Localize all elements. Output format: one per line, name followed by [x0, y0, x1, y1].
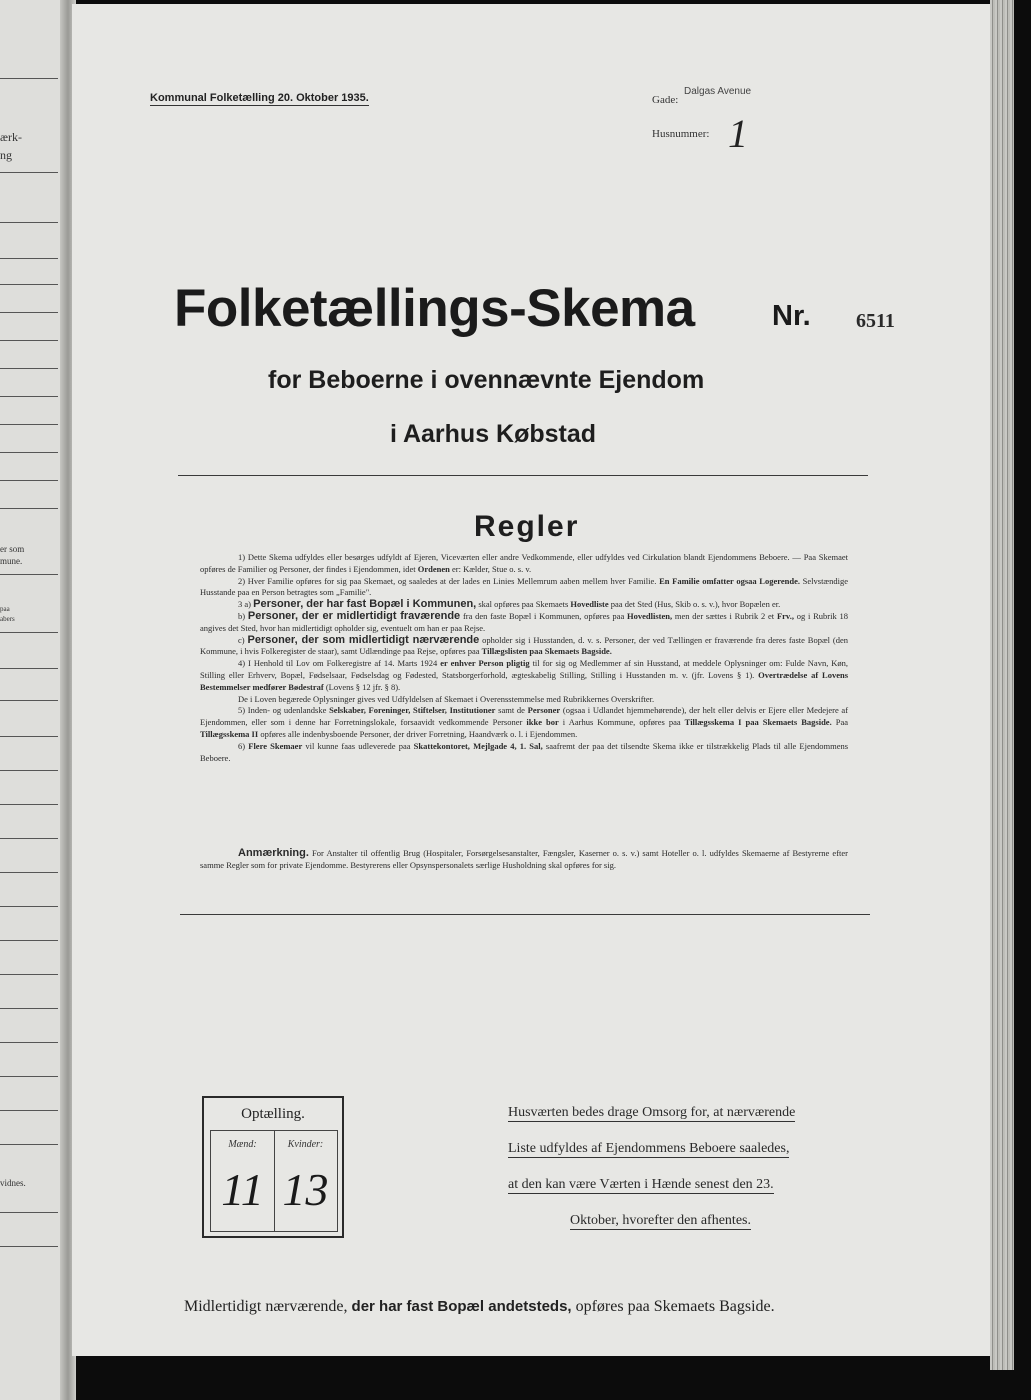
ruled-line — [0, 940, 58, 941]
previous-page-fragment: ærk- — [0, 130, 22, 144]
ruled-line — [0, 632, 58, 633]
rule-2: 2) Hver Familie opføres for sig paa Skemaet, og saaledes at der lades en Linies Mellemrum aaben mellem hver Familie. En Familie omfatter ogsaa Logerende. Selvstændige Husstande paa en Person betragtes som „Familie". — [200, 575, 848, 598]
ruled-line — [0, 480, 58, 481]
ruled-line — [0, 770, 58, 771]
ruled-line — [0, 838, 58, 839]
notice-line-1: Husværten bedes drage Omsorg for, at nærværende — [508, 1105, 796, 1120]
ruled-line — [0, 1076, 58, 1077]
ruled-line — [0, 736, 58, 737]
ruled-line — [0, 668, 58, 669]
ruled-line — [0, 872, 58, 873]
rule-3c: c) Personer, der som midlertidigt nærværende opholder sig i Husstanden, d. v. s. Personer, der ved Tællingen er fraværende fra deres faste Bopæl (den Kommune, i hvis Folkeregister de staar), samt Udlændinge paa Rejse, opføres paa Tillægslisten paa Skemaets Bagside. — [200, 633, 848, 657]
ruled-line — [0, 368, 58, 369]
notice-line-4: Oktober, hvorefter den afhentes. — [570, 1213, 751, 1228]
count-box — [202, 1096, 344, 1238]
previous-page-strip — [0, 0, 64, 1400]
count-table — [210, 1130, 338, 1232]
men-count-handwritten: 11 — [221, 1164, 264, 1215]
ruled-line — [0, 1144, 58, 1145]
rule-5: 5) Inden- og udenlandske Selskaber, Foreninger, Stiftelser, Institutioner samt de Personer (ogsaa i Udlandet hjemmehørende), der helt eller delvis er Ejere eller Medejere af Ejendommen, eller som i denne har Forretningslokale, forsaavidt vedkommende Personer ikke bor i Aarhus Kommune, opføres paa Tillægsskema I paa Skemaets Bagside. Paa Tillægsskema II opføres alle indenbysboende Personer, der driver Forretning, Haandværk o. l. i Ejendommen. — [200, 705, 849, 739]
ruled-line — [0, 804, 58, 805]
rule-3a: 3 a) Personer, der har fast Bopæl i Kommunen, skal opføres paa Skemaets Hovedliste paa det Sted (Hus, Skib o. s. v.), hvor Bopælen er. — [238, 598, 781, 611]
subtitle-line-2: i Aarhus Købstad — [390, 420, 597, 448]
divider-line — [178, 475, 868, 476]
page-stack-edge — [990, 0, 1014, 1370]
previous-page-fragment: abers — [0, 615, 15, 623]
previous-page-fragment: er som — [0, 544, 25, 554]
women-count-handwritten: 13 — [282, 1164, 329, 1215]
census-title: Kommunal Folketælling 20. Oktober 1935. — [150, 92, 369, 104]
form-number-stamp: 6511 — [856, 310, 895, 332]
ruled-line — [0, 1042, 58, 1043]
footer-note: Midlertidigt nærværende, der har fast Bopæl andetsteds, opføres paa Skemaets Bagside. — [184, 1298, 775, 1315]
ruled-line — [0, 508, 58, 509]
rule-4-continued: De i Loven begærede Oplysninger gives ved Udfyldelsen af Skemaet i Overensstemmelse med Rubrikkernes Overskrifter. — [238, 693, 655, 704]
ruled-line — [0, 1008, 58, 1009]
street-value-stamp: Dalgas Avenue — [684, 86, 752, 97]
form-number-label: Nr. — [772, 300, 811, 332]
house-number-handwritten: 1 — [728, 111, 748, 156]
ruled-line — [0, 396, 58, 397]
ruled-line — [0, 312, 58, 313]
subtitle-line-1: for Beboerne i ovennævnte Ejendom — [268, 366, 705, 394]
notice-line-3: at den kan være Værten i Hænde senest den 23. — [508, 1177, 774, 1192]
ruled-line — [0, 906, 58, 907]
form-title: Folketællings-Skema — [174, 279, 695, 338]
remark-label: Anmærkning. — [238, 847, 309, 859]
ruled-line — [0, 78, 58, 79]
house-number-label: Husnummer: — [652, 128, 710, 140]
ruled-line — [0, 1212, 58, 1213]
ruled-line — [0, 974, 58, 975]
remark-text: For Anstalter til offentlig Brug (Hospitaler, Forsørgelsesanstalter, Fængsler, Kaserner o. s. v.) samt Hoteller o. l. udfyldes Skemaerne af Bestyrerne efter samme Regler som for private Ejendomme. Bestyrerens eller Opsynspersonalets særlige Husholdning skal opføres for sig. — [200, 848, 848, 870]
ruled-line — [0, 340, 58, 341]
previous-page-fragment: vidnes. — [0, 1178, 26, 1188]
ruled-line — [0, 222, 58, 223]
ruled-line — [0, 1110, 58, 1111]
notice-line-2: Liste udfyldes af Ejendommens Beboere saaledes, — [508, 1141, 790, 1156]
ruled-line — [0, 284, 58, 285]
previous-page-fragment: ng — [0, 148, 12, 162]
ruled-line — [0, 700, 58, 701]
rule-4: 4) I Henhold til Lov om Folkeregistre af 14. Marts 1924 er enhver Person pligtig til for sig og Medlemmer af sin Husstand, at meddele Oplysninger om: Fulde Navn, Køn, Stilling eller Erhverv, Bopæl, Fødselsaar, Fødselsdag og Fødested, Statsborgerforhold, ægteskabelig Stilling, Stilling i Husstanden m. v. (jfr. Lovens § 1). Overtrædelse af Lovens Bestemmelser medfører Bødestraf (Lovens § 12 jfr. § 8). — [200, 658, 849, 692]
rule-6: 6) Flere Skemaer vil kunne faas udleverede paa Skattekontoret, Mejlgade 4, 1. Sal, saafremt der paa det tilsendte Skema ikke er tilstrækkelig Plads til alle Ejendommens Beboere. — [200, 740, 849, 763]
ruled-line — [0, 424, 58, 425]
ruled-line — [0, 258, 58, 259]
rule-1: 1) Dette Skema udfyldes eller besørges udfyldt af Ejeren, Viceværten eller andre Vedkommende, eller udfyldes ved Cirkulation blandt Ejendommens Beboere. — Paa Skemaet opføres de Familier og Personer, der findes i Ejendommen, idet Ordenen er: Kælder, Stue o. s. v. — [200, 552, 848, 574]
ruled-line — [0, 1246, 58, 1247]
rules-text — [200, 552, 848, 764]
count-box-title: Optælling. — [241, 1106, 305, 1122]
divider-line — [180, 914, 870, 915]
women-label: Kvinder: — [287, 1139, 324, 1150]
ruled-line — [0, 574, 58, 575]
men-label: Mænd: — [228, 1139, 257, 1150]
ruled-line — [0, 172, 58, 173]
remark-note — [200, 848, 848, 872]
ruled-line — [0, 452, 58, 453]
street-label: Gade: — [652, 94, 679, 106]
rule-3b: b) Personer, der er midlertidigt fraværende fra den faste Bopæl i Kommunen, opføres paa Hovedlisten, men der sættes i Rubrik 2 et Frv., og i Rubrik 18 angives det Sted, hvor han midlertidigt opholder sig, eventuelt om han er paa Rejse. — [200, 609, 849, 633]
previous-page-fragment: paa — [0, 605, 10, 613]
previous-page-fragment: mune. — [0, 556, 23, 566]
rules-heading: Regler — [474, 510, 580, 543]
